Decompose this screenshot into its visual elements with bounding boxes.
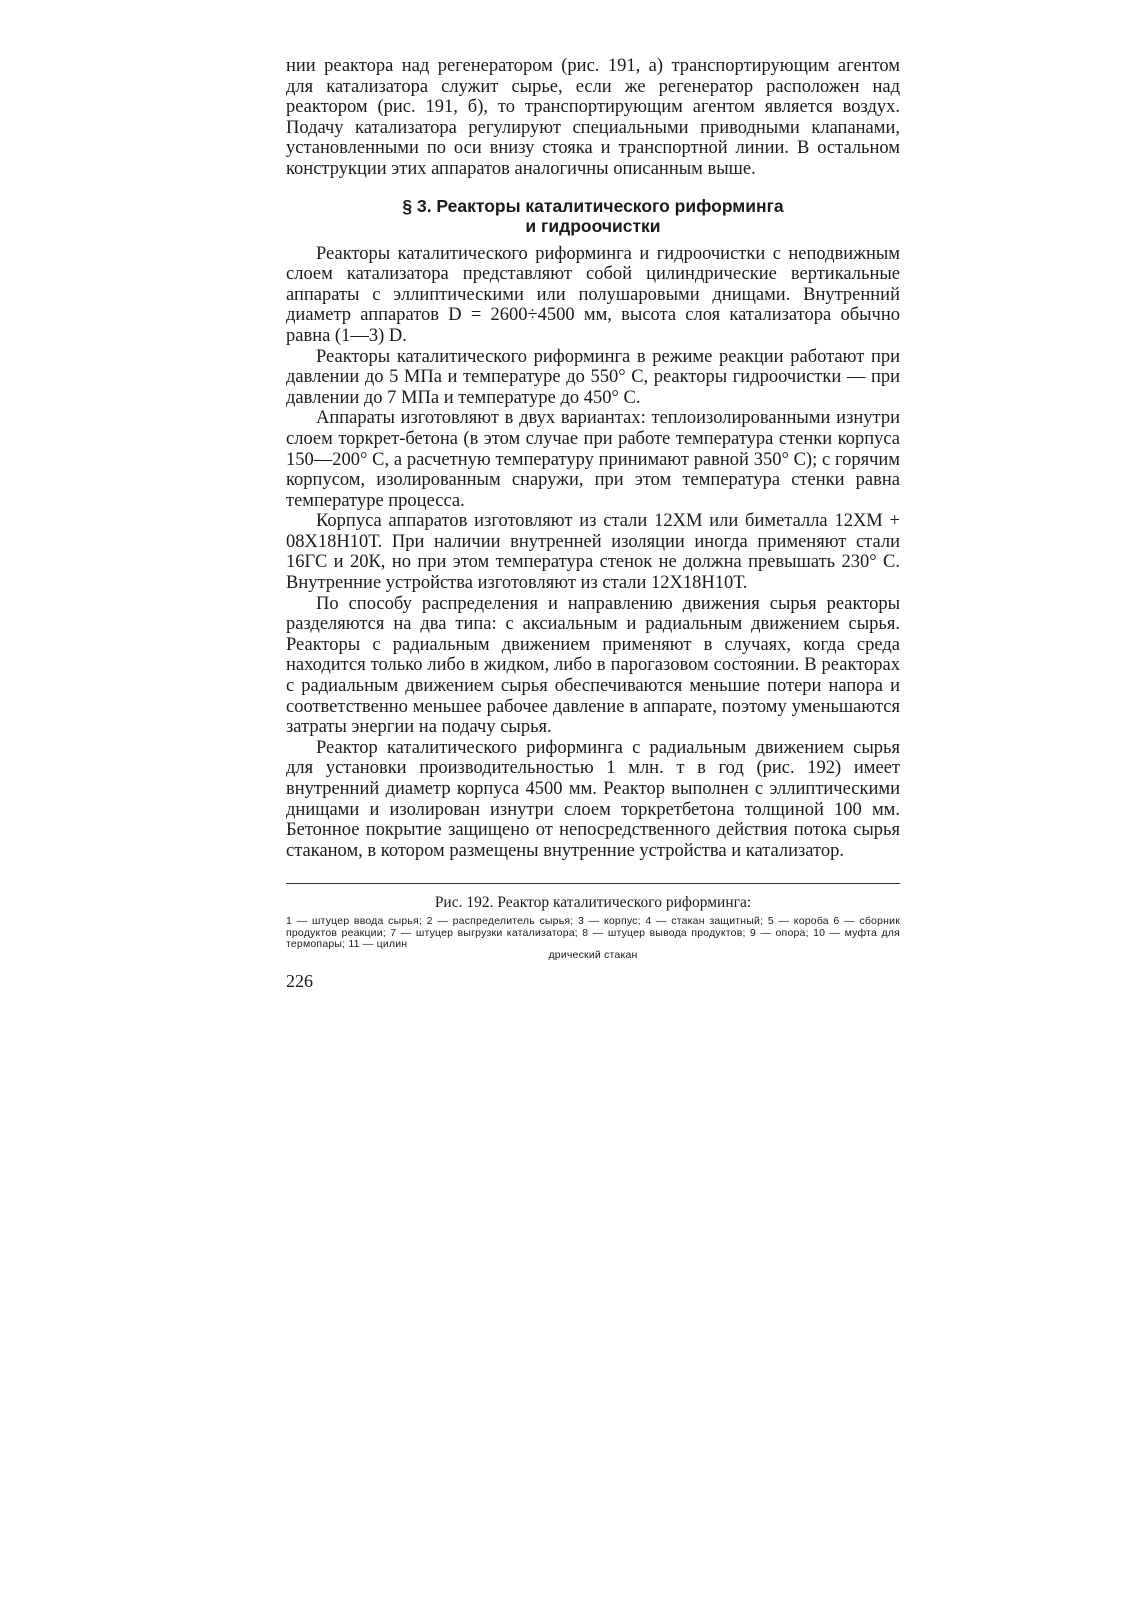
figure-legend-last: дрический стакан bbox=[548, 948, 638, 961]
paragraph: Реакторы каталитического риформинга в режиме реакции работают при давлении до 5 МПа и температуре до 550° С, реакторы гидроочистки — при давлении до 7 МПа и температуре до 450° С. bbox=[286, 346, 900, 408]
section-heading-line1: § 3. Реакторы каталитического риформинга bbox=[402, 195, 784, 216]
paragraph: Реакторы каталитического риформинга и гидроочистки с неподвижным слоем катализатора представляют собой цилиндрические вертикальные аппараты с эллиптическими или полушаровыми днищами. Внутренний диаметр аппаратов D = 2600÷4500 мм, высота слоя катализатора обычно равна (1—3) D. bbox=[286, 243, 900, 346]
section-heading-line2: и гидроочистки bbox=[525, 215, 661, 236]
figure-legend bbox=[286, 916, 900, 961]
section-heading bbox=[286, 196, 900, 236]
paragraph: Аппараты изготовляют в двух вариантах: теплоизолированными изнутри слоем торкрет-бетона (в этом случае при работе температура стенки корпуса 150—200° С, а расчетную температуру принимают равной 350° С); с горячим корпусом, изолированным снаружи, при этом температура стенки равна температуре процесса. bbox=[286, 408, 900, 511]
paragraph-continuation: нии реактора над регенератором (рис. 191, а) транспортирующим агентом для катализатора служит сырье, если же регенератор расположен над реактором (рис. 191, б), то транспортирующим агентом является воздух. Подачу катализатора регулируют специальными приводными клапанами, установленными по оси внизу стояка и транспортной линии. В остальном конструкции этих аппаратов аналогичны описанным выше. bbox=[286, 56, 900, 179]
page-number: 226 bbox=[286, 971, 313, 992]
figure-legend-main: 1 — штуцер ввода сырья; 2 — распределитель сырья; 3 — корпус; 4 — стакан защитный; 5 — короба 6 — сборник продуктов реакции; 7 — штуцер выгрузки катализатора; 8 — штуцер вывода продуктов; 9 — опора; 10 — муфта для термопары; 11 — цилин bbox=[286, 915, 900, 950]
figure-caption-title: Рис. 192. Реактор каталитического риформинга: bbox=[434, 894, 752, 912]
paragraph: Корпуса аппаратов изготовляют из стали 12ХМ или биметалла 12ХМ + 08Х18Н10Т. При наличии внутренней изоляции иногда применяют стали 16ГС и 20К, но при этом температура стенок не должна превышать 230° С. Внутренние устройства изготовляют из стали 12Х18Н10Т. bbox=[286, 511, 900, 594]
paragraph: По способу распределения и направлению движения сырья реакторы разделяются на два типа: с аксиальным и радиальным движением сырья. Реакторы с радиальным движением применяют в случаях, когда среда находится только либо в жидком, либо в парогазовом состоянии. В реакторах с радиальным движением сырья обеспечиваются меньшие потери напора и соответственно меньшее рабочее давление в аппарате, поэтому уменьшаются затраты энергии на подачу сырья. bbox=[286, 593, 900, 738]
paragraph: Реактор каталитического риформинга с радиальным движением сырья для установки производительностью 1 млн. т в год (рис. 192) имеет внутренний диаметр корпуса 4500 мм. Реактор выполнен с эллиптическими днищами и изолирован изнутри слоем торкретбетона толщиной 100 мм. Бетонное покрытие защищено от непосредственного действия потока сырья стаканом, в котором размещены внутренние устройства и катализатор. bbox=[286, 737, 900, 861]
book-page bbox=[286, 56, 900, 991]
caption-divider bbox=[286, 883, 900, 884]
